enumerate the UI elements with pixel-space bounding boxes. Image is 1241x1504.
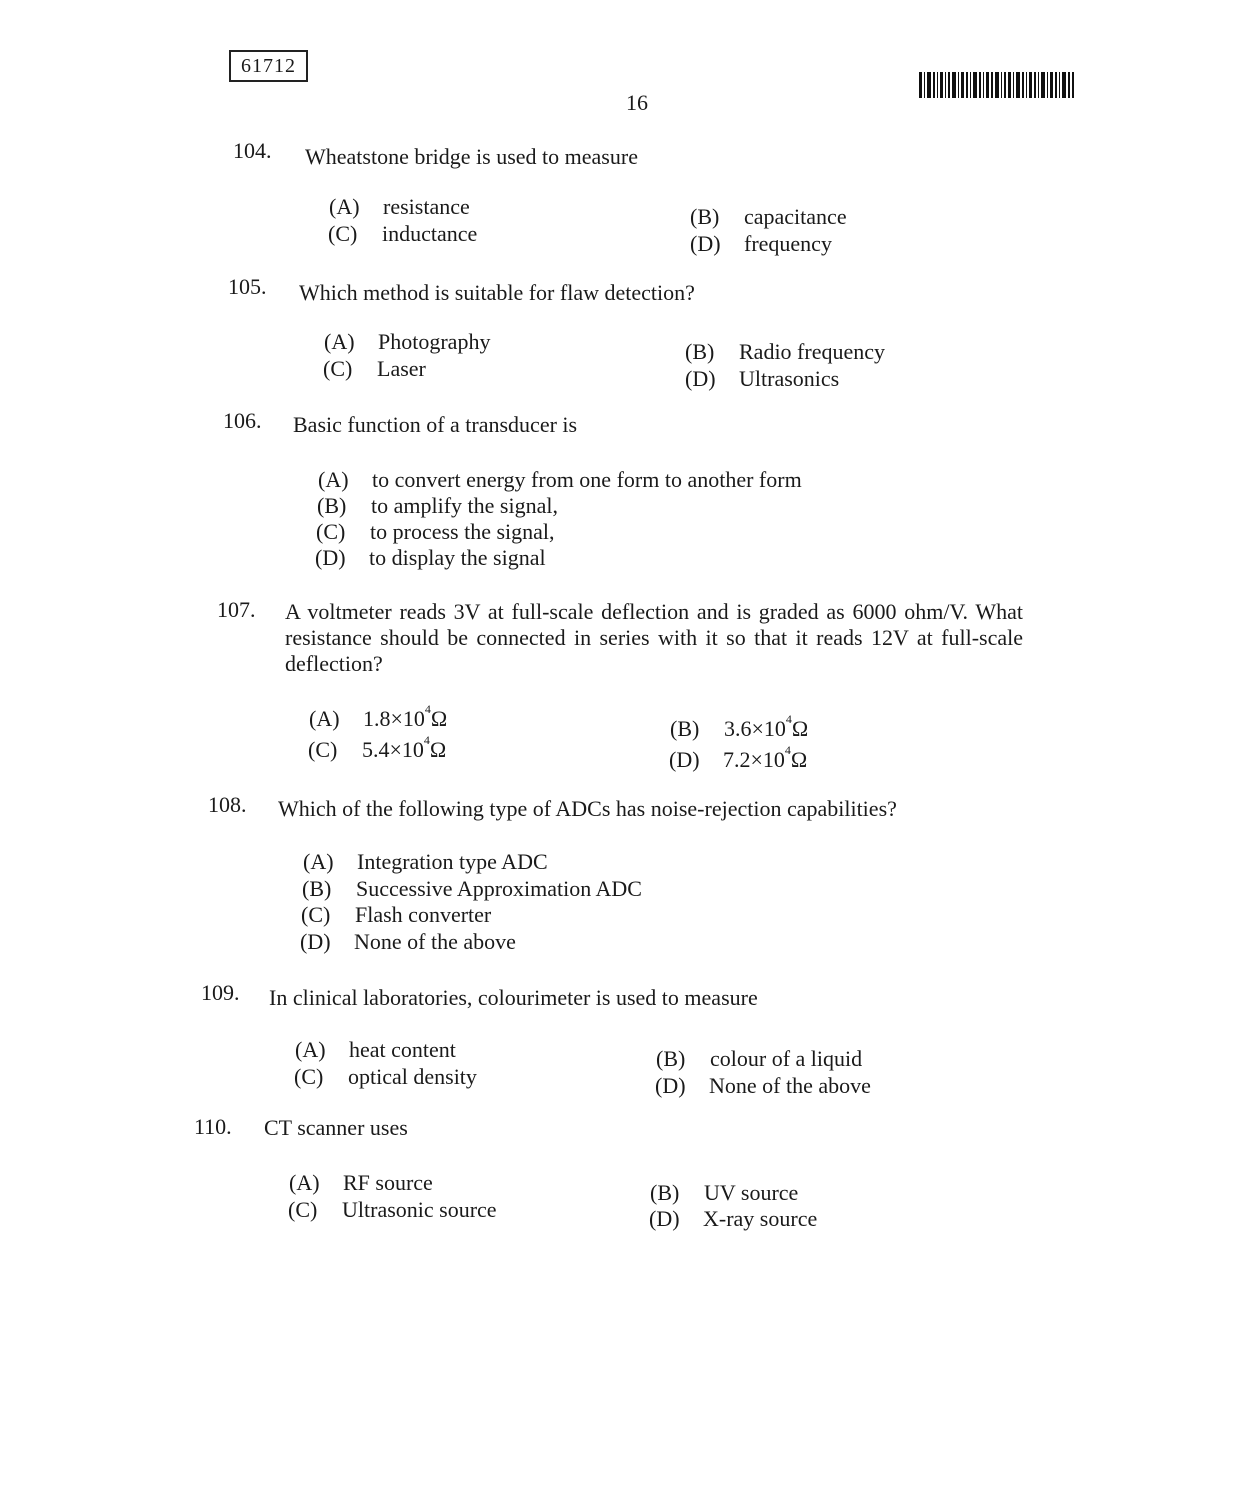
option-label: (D) bbox=[315, 545, 346, 570]
option-label: (A) bbox=[318, 467, 349, 492]
option-d bbox=[649, 1206, 817, 1232]
option-exponent: 4 bbox=[424, 702, 431, 716]
option-label: (D) bbox=[690, 231, 721, 256]
option-c bbox=[288, 1197, 497, 1223]
question-text: Which of the following type of ADCs has noise-rejection capabilities? bbox=[278, 796, 897, 821]
option-exponent: 4 bbox=[784, 743, 791, 757]
option-text: capacitance bbox=[744, 204, 847, 229]
option-text: optical density bbox=[348, 1064, 477, 1089]
option-c bbox=[328, 221, 477, 247]
option-text: Integration type ADC bbox=[357, 849, 548, 874]
option-exponent: 4 bbox=[785, 712, 792, 726]
option-value: 7.2×10 bbox=[723, 747, 785, 772]
option-text: Successive Approximation ADC bbox=[356, 876, 642, 901]
question-number: 107. bbox=[217, 597, 256, 622]
option-unit: Ω bbox=[429, 737, 447, 762]
option-unit: Ω bbox=[791, 716, 809, 741]
option-text: RF source bbox=[343, 1170, 433, 1195]
option-label: (A) bbox=[329, 194, 360, 219]
barcode-icon bbox=[919, 72, 1074, 98]
option-unit: Ω bbox=[430, 706, 448, 731]
option-text: None of the above bbox=[709, 1073, 871, 1098]
question-text: A voltmeter reads 3V at full-scale deflection and is graded as 6000 ohm/V. What resistance should be connected in series with it so that it reads 12V at full-scale deflection? bbox=[285, 599, 1023, 676]
question-text: Wheatstone bridge is used to measure bbox=[305, 144, 638, 169]
option-value: 1.8×10 bbox=[363, 706, 425, 731]
option-d bbox=[655, 1073, 871, 1099]
option-c bbox=[294, 1064, 477, 1090]
option-label: (D) bbox=[300, 929, 331, 954]
option-a bbox=[303, 849, 548, 875]
option-d bbox=[685, 366, 839, 392]
option-label: (B) bbox=[650, 1180, 680, 1205]
option-c bbox=[323, 356, 426, 382]
option-b bbox=[690, 204, 847, 230]
option-label: (C) bbox=[308, 737, 338, 762]
option-label: (B) bbox=[317, 493, 347, 518]
option-label: (A) bbox=[303, 849, 334, 874]
option-text: Flash converter bbox=[355, 902, 492, 927]
option-text: colour of a liquid bbox=[710, 1046, 863, 1071]
option-text: to display the signal bbox=[369, 545, 546, 570]
option-label: (C) bbox=[288, 1197, 318, 1222]
option-label: (B) bbox=[670, 716, 700, 741]
option-label: (B) bbox=[690, 204, 720, 229]
option-label: (A) bbox=[289, 1170, 320, 1195]
question-number: 106. bbox=[223, 408, 262, 433]
option-text: heat content bbox=[349, 1037, 456, 1062]
option-text: Ultrasonics bbox=[739, 366, 840, 391]
option-c bbox=[308, 733, 447, 763]
option-label: (C) bbox=[294, 1064, 324, 1089]
option-a bbox=[324, 329, 490, 355]
option-text: None of the above bbox=[354, 929, 516, 954]
option-value: 3.6×10 bbox=[724, 716, 786, 741]
option-text: X-ray source bbox=[703, 1206, 818, 1231]
option-label: (B) bbox=[302, 876, 332, 901]
option-c bbox=[316, 519, 555, 545]
option-b bbox=[656, 1046, 862, 1072]
option-d bbox=[300, 929, 516, 955]
option-label: (D) bbox=[649, 1206, 680, 1231]
question-text: Which method is suitable for flaw detection? bbox=[299, 280, 695, 305]
option-a bbox=[309, 702, 448, 732]
option-text: inductance bbox=[382, 221, 478, 246]
option-text: Radio frequency bbox=[739, 339, 885, 364]
option-label: (A) bbox=[324, 329, 355, 354]
option-b bbox=[670, 712, 809, 742]
option-text: to amplify the signal, bbox=[371, 493, 558, 518]
option-b bbox=[302, 876, 642, 902]
option-label: (C) bbox=[323, 356, 353, 381]
option-text: frequency bbox=[744, 231, 832, 256]
page-number: 16 bbox=[626, 90, 648, 115]
option-a bbox=[289, 1170, 433, 1196]
option-label: (D) bbox=[685, 366, 716, 391]
option-text: Ultrasonic source bbox=[342, 1197, 497, 1222]
question-number: 108. bbox=[208, 792, 247, 817]
option-label: (C) bbox=[328, 221, 358, 246]
option-text: to process the signal, bbox=[370, 519, 555, 544]
option-d bbox=[669, 743, 808, 773]
option-text: to convert energy from one form to another form bbox=[372, 467, 802, 492]
option-label: (D) bbox=[669, 747, 700, 772]
question-text: Basic function of a transducer is bbox=[293, 412, 578, 437]
option-label: (C) bbox=[316, 519, 346, 544]
option-d bbox=[315, 545, 546, 571]
question-text: CT scanner uses bbox=[264, 1115, 408, 1140]
question-number: 104. bbox=[233, 138, 272, 163]
option-value: 5.4×10 bbox=[362, 737, 424, 762]
option-exponent: 4 bbox=[423, 733, 430, 747]
option-text: Laser bbox=[377, 356, 426, 381]
option-label: (B) bbox=[656, 1046, 686, 1071]
option-b bbox=[317, 493, 558, 519]
question-text: In clinical laboratories, colourimeter is used to measure bbox=[269, 985, 758, 1010]
option-label: (D) bbox=[655, 1073, 686, 1098]
option-a bbox=[318, 467, 802, 493]
option-text: Photography bbox=[378, 329, 491, 354]
question-number: 110. bbox=[194, 1114, 232, 1139]
option-text: resistance bbox=[383, 194, 470, 219]
option-label: (B) bbox=[685, 339, 715, 364]
option-c bbox=[301, 902, 491, 928]
option-label: (C) bbox=[301, 902, 331, 927]
option-unit: Ω bbox=[790, 747, 808, 772]
option-text: UV source bbox=[704, 1180, 799, 1205]
option-a bbox=[295, 1037, 456, 1063]
option-d bbox=[690, 231, 832, 257]
option-a bbox=[329, 194, 470, 220]
question-paper-code: 61712 bbox=[229, 50, 308, 82]
option-label: (A) bbox=[309, 706, 340, 731]
option-b bbox=[650, 1180, 798, 1206]
question-number: 109. bbox=[201, 980, 240, 1005]
option-b bbox=[685, 339, 885, 365]
question-number: 105. bbox=[228, 274, 267, 299]
option-label: (A) bbox=[295, 1037, 326, 1062]
